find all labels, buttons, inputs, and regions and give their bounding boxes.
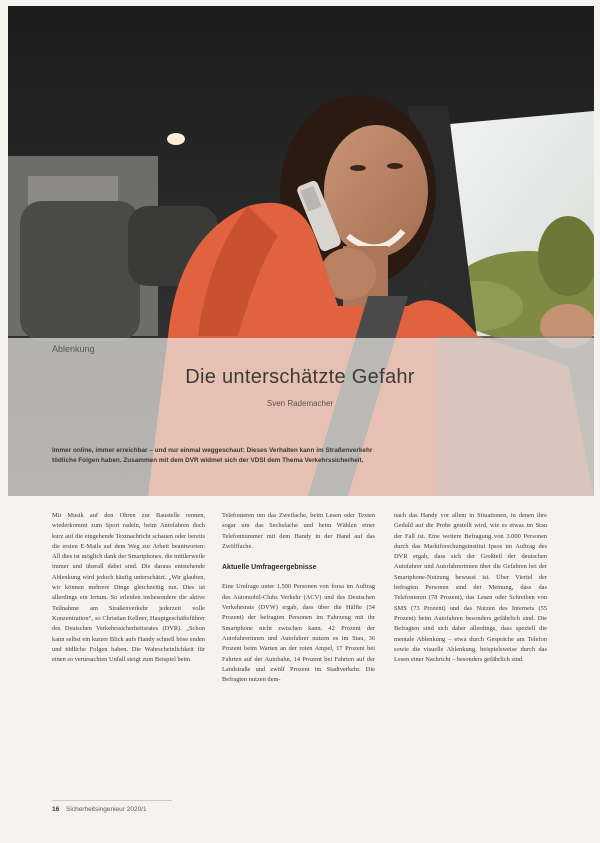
body-column-1	[52, 511, 205, 665]
section-subheading: Aktuelle Umfrageergebnisse	[222, 564, 317, 572]
article-lead: Immer online, immer erreichbar – und nur einmal weggeschaut: Dieses Verhalten kann im Straßenverkehr tödliche Folgen haben. Zusammen mit dem DVR widmet sich der VDSI dem Thema Verkehrssicherheit.	[52, 447, 373, 464]
page-footer	[52, 806, 147, 813]
body-paragraph: Eine Umfrage unter 1.500 Personen von forsa im Auftrag des Automobil-Clubs Verkehr (ACV) und des Deutschen Verkehrsrats (DVW) ergab, dass über die Hälfte (54 Prozent) der befragten Personen im Fahrzeug mit ihr Smartphone nicht zwischen kann. 42 Prozent der Autofahrerinnen und Autofahrer nutzen es im Stau, 36 Prozent beim Warten an der roten Ampel, 17 Prozent bei Fahrten auf der Autobahn, 14 Prozent bei Fahrten auf der Landstraße und zwölf Prozent im Stadtverkehr. Die Befragten nutzen dem-	[222, 583, 375, 684]
section-kicker: Ablenkung	[52, 344, 95, 354]
body-paragraph: nach das Handy vor allem in Situationen, in denen ihre Geduld auf die Probe gestellt wird, wie es etwas im Stau der Fall ist. Eine weitere Befragung von 3.000 Personen durch das Marktforschungsinstitut Ipsos im Auftrag des DVR ergab, dass sich der Großteil der deutschen Autofahrer und Autofahrerinnen über die Gefahren bei der Smartphone-Nutzung bewusst ist. Über Viertel der befragten Personen sind der Meinung, dass das Telefonieren (78 Prozent), das Lesen oder Schreiben von SMS (73 Prozent) und das Nutzen des Internets (55 Prozent) beim Autofahren besonders gefährlich sind. Die Befragten sind sich daher allerdings, dass speziell die mentale Ablenkung – etwa durch Gespräche am Telefon sowie die visuelle Ablenkung, beispielsweise durch das Lesen einer Nachricht – besonders gefährlich sind.	[394, 512, 547, 664]
page-number: 16	[52, 806, 60, 813]
body-paragraph: Mit Musik auf den Ohren zur Baustelle rennen, wiederkommt zum Sport radeln, beim Autofahren doch kurz auf die eingehende Textnachricht schauen oder bereits die ersten E-Mails auf dem Weg zur Arbeit beantworten: All dies ist möglich dank der Smartphones, die mittlerweile immer und überall dabei sind. Die daraus entstehende Ablenkung wird jedoch häufig unterschätzt. „Wir glauben, wir können mehrere Dinge gleichzeitig tun. Dies ist allerdings ein Irrtum. So erleiden insbesondere die aktive Teilnahme am Straßenverkehr jederzeit volle Konzentration“, so Christian Kellner, Hauptgeschäftsführer des Deutschen Verkehrssicherheitsrates (DVR). „Schon kann selbst ein kurzer Blick aufs Handy schnell böse enden und tödliche Folgen haben. Die Wahrscheinlichkeit für einen so verursachten Unfall steigt zum Beispiel beim	[52, 512, 205, 664]
title-overlay-band	[8, 338, 594, 496]
body-column-3	[394, 511, 547, 665]
article-author: Sven Rademacher	[266, 399, 334, 408]
footer-rule	[52, 800, 172, 801]
body-column-2	[222, 511, 375, 685]
body-paragraph: Telefonieren um das Zweifache, beim Lesen oder Texten sogar um das Sechsfache und beim Wählen einer Telefonnummer mit dem Handy in der Hand auf das Zwölffache.	[222, 512, 375, 550]
publication-name: Sicherheitsingenieur 2020/1	[66, 806, 147, 813]
article-title: Die unterschätzte Gefahr	[185, 366, 415, 388]
